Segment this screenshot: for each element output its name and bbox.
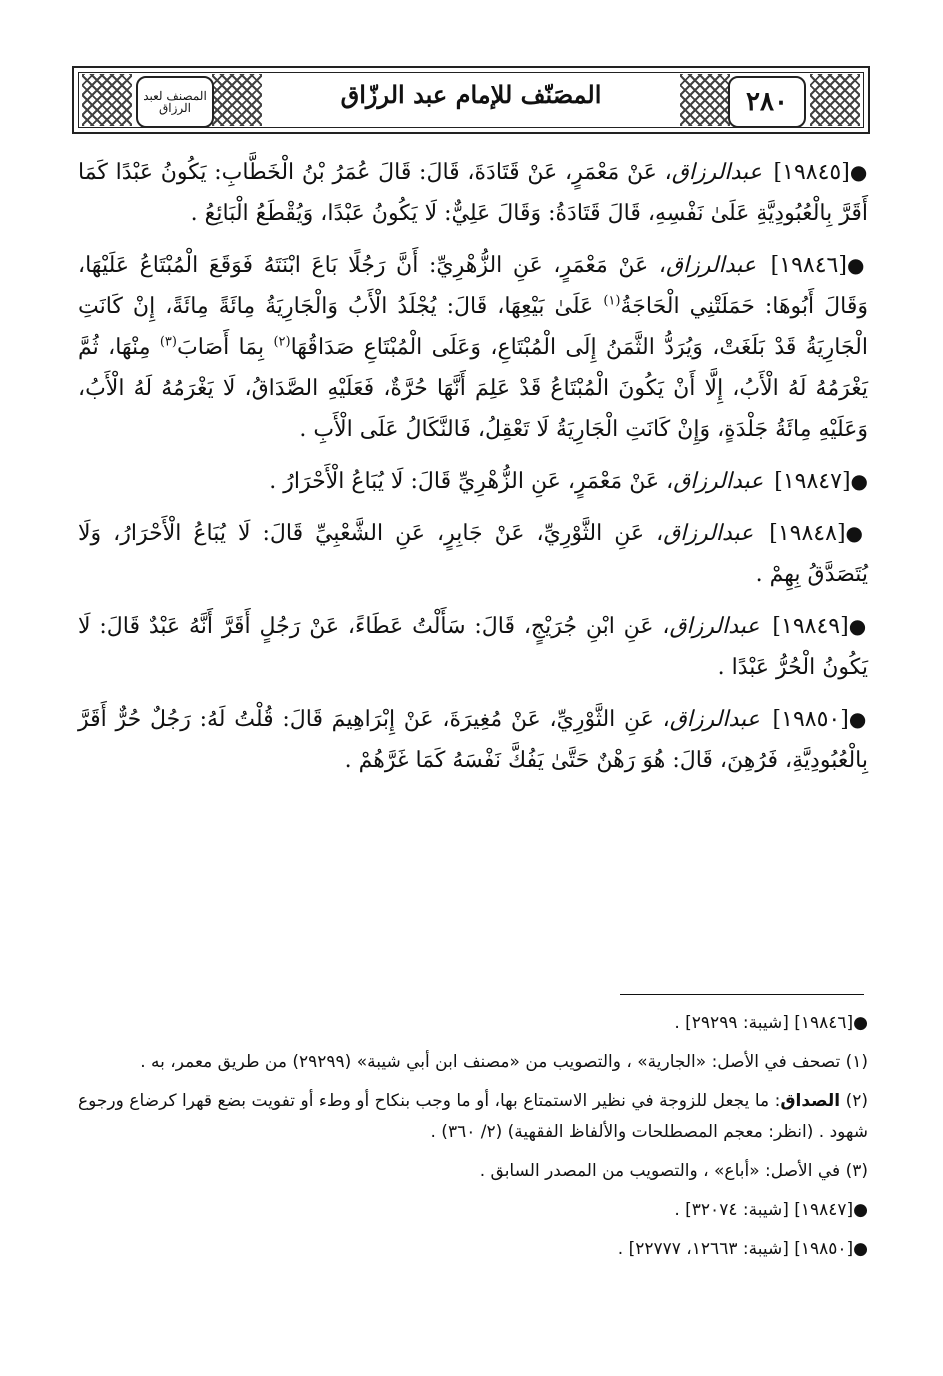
footnote-text: : ما يجعل للزوجة في نظير الاستمتاع بها، أو ما وجب بنكاح أو وطء أو تفويت بضع قهرا كرضاع ورجوع شهود . (انظر: معجم المصطلحات والألفاظ الفقهية) (٢/ ٣٦٠) . xyxy=(78,1091,868,1142)
hadith-text: ، عَنْ مَعْمَرٍ، عَنْ قَتَادَةَ، قَالَ: قَالَ عُمَرُ بْنُ الْخَطَّابِ: يَكُونُ عَبْدًا كَمَا أَقَرَّ بِالْعُبُودِيَّةِ عَلَىٰ نَفْسِهِ، قَالَ قَتَادَةُ: وَقَالَ عَلِيٌّ: لَا يَكُونُ عَبْدًا، وَيُقْطَعُ الْبَائِعُ . xyxy=(78,160,868,226)
hadith-entry xyxy=(78,513,868,595)
ornament-left-outer xyxy=(82,74,132,126)
hadith-entry xyxy=(78,461,868,502)
hadith-text: ، عَنِ ابْنِ جُرَيْجٍ، قَالَ: سَأَلْتُ عَطَاءً، عَنْ رَجُلٍ أَقَرَّ أَنَّهُ عَبْدٌ قَالَ: لَا يَكُونُ الْحُرُّ عَبْدًا . xyxy=(78,614,868,680)
bullet-icon: ● xyxy=(845,521,868,545)
bullet-icon: ● xyxy=(848,707,868,731)
footnote-label: (٢) xyxy=(845,1091,869,1111)
hadith-number: [١٩٨٥٠] xyxy=(772,707,849,732)
footnote xyxy=(78,1086,868,1148)
author-name: عبدالرزاق xyxy=(665,253,757,278)
hadith-entry xyxy=(78,606,868,688)
hadith-text: عَلَىٰ بَيْعِهَا، قَالَ: يُجْلَدُ الْأَبُ وَالْجَارِيَةُ مِائَةً مِائَةً، إِنْ كَانَتِ الْجَارِيَةُ قَدْ بَلَغَتْ، وَيُرَدُّ الثَّمَنُ إِلَى الْمُبْتَاعِ، وَعَلَى الْمُبْتَاعِ صَدَاقُهَا xyxy=(78,294,868,360)
footnote: ●[١٩٨٤٧] [شيبة: ٣٢٠٧٤] . xyxy=(674,1200,868,1220)
bullet-icon: ● xyxy=(850,469,868,493)
bullet-icon: ● xyxy=(849,160,869,184)
hadith-entry xyxy=(78,152,868,234)
footnote: (١) تصحف في الأصل: «الجارية» ، والتصويب من «مصنف ابن أبي شيبة» (٢٩٢٩٩) من طريق معمر، به . xyxy=(140,1052,868,1072)
page-header xyxy=(72,66,870,134)
page-number: ٢٨٠ xyxy=(728,76,806,128)
footnotes xyxy=(78,1008,868,1273)
footnote-ref: (٣) xyxy=(159,334,177,350)
ornament-right-inner xyxy=(680,74,730,126)
author-name: عبدالرزاق xyxy=(673,469,764,494)
book-logo: المصنف لعبد الرزاق xyxy=(136,76,214,128)
footnote: ●[١٩٨٤٦] [شيبة: ٢٩٢٩٩] . xyxy=(674,1013,868,1033)
author-name: عبدالرزاق xyxy=(669,707,760,732)
hadith-entry xyxy=(78,245,868,450)
hadith-number: [١٩٨٤٩] xyxy=(772,614,849,639)
author-name: عبدالرزاق xyxy=(671,160,762,185)
hadith-text: ، عَنِ الثَّوْرِيِّ، عَنْ جَابِرٍ، عَنِ الشَّعْبِيِّ قَالَ: لَا يُبَاعُ الْأَحْرَارُ، وَلَا يُتَصَدَّقُ بِهِمْ . xyxy=(78,521,868,587)
bullet-icon: ● xyxy=(846,253,869,277)
ornament-left-inner xyxy=(212,74,262,126)
hadith-number: [١٩٨٤٧] xyxy=(774,469,851,494)
author-name: عبدالرزاق xyxy=(663,521,754,546)
main-text xyxy=(78,152,868,792)
footnote-ref: (٢) xyxy=(273,334,291,350)
hadith-number: [١٩٨٤٥] xyxy=(773,160,850,185)
footnote: (٣) في الأصل: «أباع» ، والتصويب من المصدر السابق . xyxy=(479,1161,868,1181)
hadith-text: ، عَنْ مَعْمَرٍ، عَنِ الزُّهْرِيِّ قَالَ: لَا يُبَاعُ الْأَحْرَارُ . xyxy=(269,469,674,494)
hadith-text: مِنْهَا، ثُمَّ يَغْرَمُهُ لَهُ الْأَبُ، إِلَّا أَنْ يَكُونَ الْمُبْتَاعُ قَدْ عَلِمَ أَنَّهَا حُرَّةٌ، فَعَلَيْهِ الصَّدَاقُ، لَا يَغْرَمُهُ لَهُ الْأَبُ، وَعَلَيْهِ مِائَةُ جَلْدَةٍ، وَإِنْ كَانَتِ الْجَارِيَةُ لَا تَعْقِلُ، فَالنَّكَالُ عَلَى الْأَبِ . xyxy=(78,335,868,442)
hadith-text: ، عَنِ الثَّوْرِيِّ، عَنْ مُغِيرَةَ، عَنْ إِبْرَاهِيمَ قَالَ: قُلْتُ لَهُ: رَجُلٌ حُرٌّ أَقَرَّ بِالْعُبُودِيَّةِ، فَرُهِنَ، قَالَ: هُوَ رَهْنٌ حَتَّىٰ يَفُكَّ نَفْسَهُ كَمَا غَرَّهُمْ . xyxy=(78,707,868,773)
author-name: عبدالرزاق xyxy=(669,614,760,639)
hadith-number: [١٩٨٤٨] xyxy=(769,521,846,546)
hadith-entry xyxy=(78,699,868,781)
bullet-icon: ● xyxy=(848,614,868,638)
running-title: المصَنّف للإمام عبد الرزّاق xyxy=(340,80,602,109)
footnote-ref: (١) xyxy=(603,293,621,309)
footnote-term: الصداق xyxy=(780,1091,841,1111)
footnote-divider xyxy=(620,994,864,995)
hadith-text: بِمَا أَصَابَ xyxy=(176,335,274,360)
footnote: ●[١٩٨٥٠] [شيبة: ١٢٦٦٣، ٢٢٧٧٧] . xyxy=(617,1239,868,1259)
hadith-text: ، عَنْ مَعْمَرٍ، عَنِ الزُّهْرِيِّ: أَنَّ رَجُلًا بَاعَ ابْنَتَهُ فَوَقَعَ الْمُبْتَاعُ عَلَيْهَا، وَقَالَ أَبُوهَا: حَمَلَتْنِي الْحَاجَةُ xyxy=(78,253,868,319)
ornament-right-outer xyxy=(810,74,860,126)
hadith-number: [١٩٨٤٦] xyxy=(770,253,847,278)
